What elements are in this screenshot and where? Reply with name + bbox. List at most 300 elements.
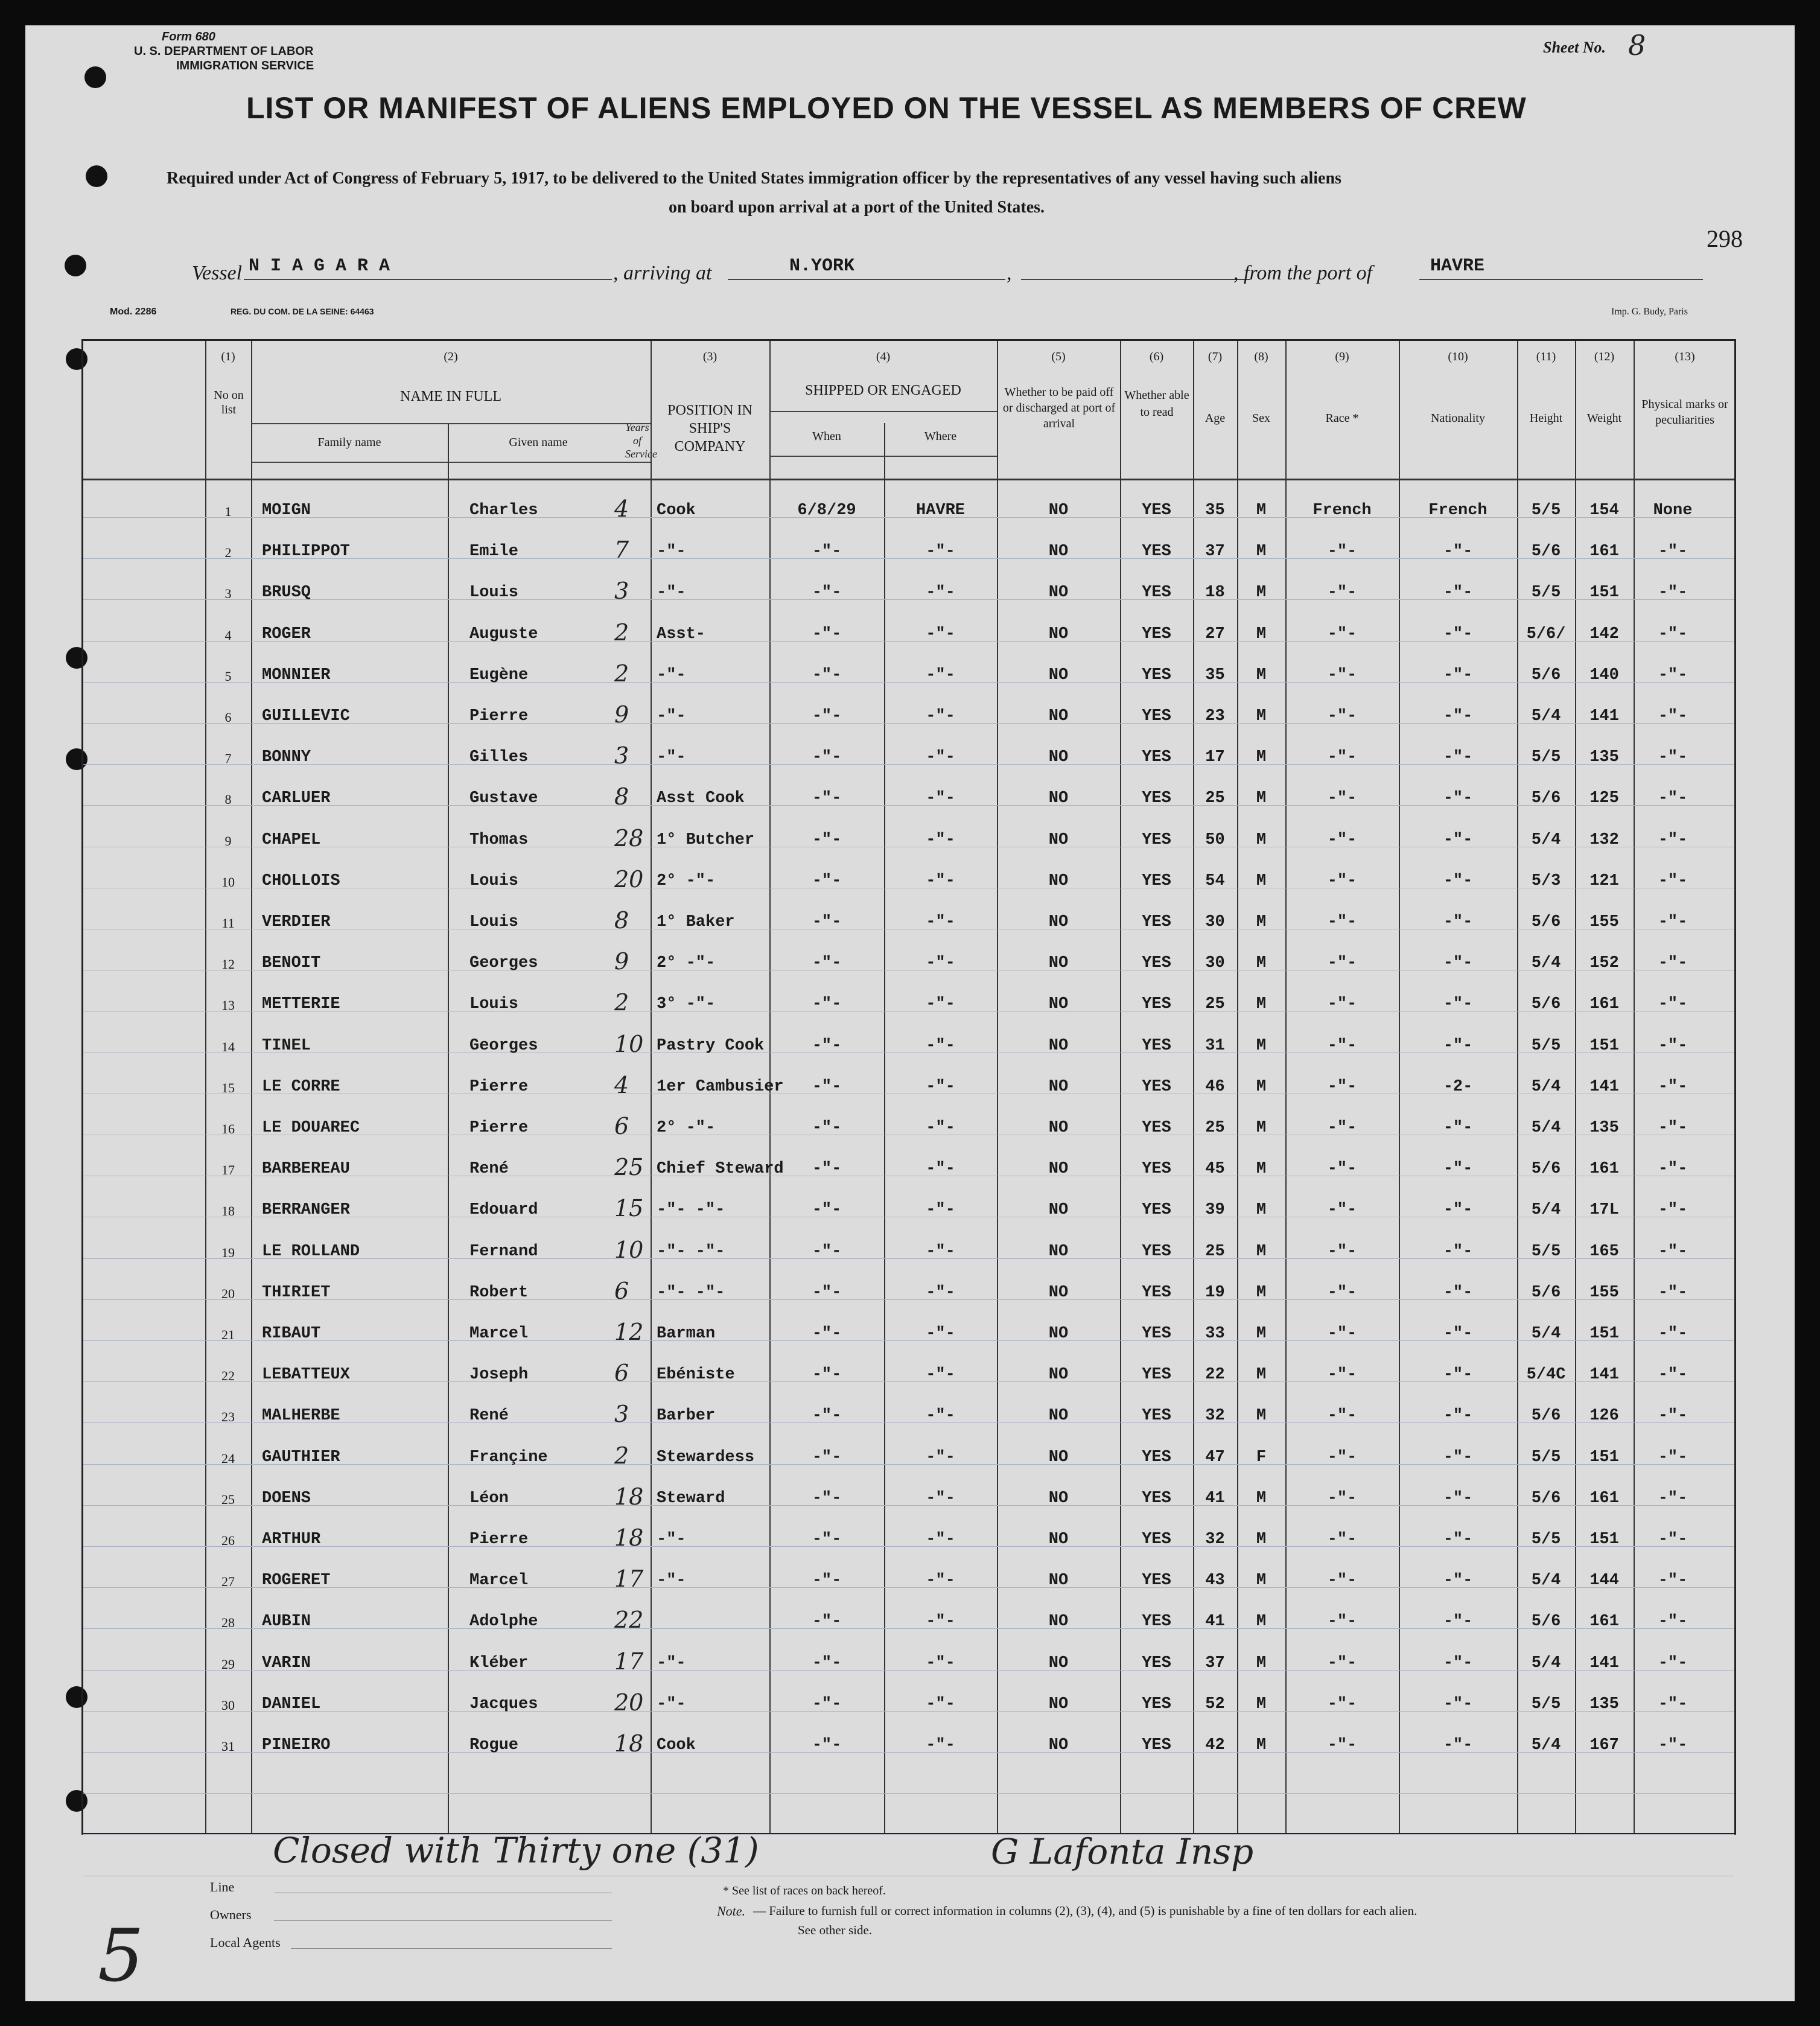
cell-weight: 144: [1589, 1572, 1619, 1590]
cell-no: 31: [221, 1739, 235, 1754]
cell-race: -"-: [1327, 1736, 1357, 1754]
cell-sex: M: [1256, 1613, 1267, 1631]
cell-years: 18: [614, 1730, 644, 1757]
cell-family: LE CORRE: [262, 1077, 340, 1096]
cell-age: 47: [1205, 1448, 1225, 1467]
cell-marks: -"-: [1658, 1613, 1688, 1631]
cell-race: -"-: [1327, 1160, 1357, 1179]
cell-sex: M: [1256, 789, 1267, 808]
cell-marks: -"-: [1658, 1736, 1688, 1754]
cell-years: 20: [614, 865, 644, 893]
cell-years: 12: [614, 1319, 644, 1345]
cell-age: 19: [1205, 1283, 1225, 1302]
cell-where: -"-: [926, 1448, 955, 1467]
cell-position: Pastry Cook: [657, 1036, 765, 1055]
table-row: [83, 818, 1734, 858]
cell-years: 3: [614, 1401, 629, 1428]
col-13-header: Physical marks or peculiarities: [1641, 398, 1728, 427]
cell-years: 6: [614, 1360, 629, 1387]
cell-family: MONNIER: [262, 666, 331, 684]
cell-height: 5/6: [1531, 995, 1561, 1014]
cell-nationality: -"-: [1443, 1489, 1473, 1508]
cell-given: Kléber: [469, 1654, 529, 1672]
col-3-header: POSITION IN SHIP'S COMPANY: [667, 403, 752, 454]
cell-paid: NO: [1048, 707, 1069, 725]
col-3-number: (3): [702, 350, 718, 363]
cell-age: 30: [1205, 913, 1225, 931]
cell-no: 18: [221, 1203, 235, 1219]
form-number: Form 680: [162, 30, 215, 43]
cell-weight: 165: [1589, 1242, 1619, 1261]
cell-given: Louis: [469, 584, 519, 602]
cell-family: LEBATTEUX: [262, 1366, 350, 1384]
arriving-label: , arriving at: [613, 262, 712, 284]
cell-family: CHOLLOIS: [262, 871, 340, 890]
cell-marks: -"-: [1658, 625, 1688, 643]
cell-weight: 135: [1589, 1695, 1619, 1713]
cell-marks: -"-: [1658, 913, 1688, 931]
cell-age: 52: [1205, 1695, 1225, 1713]
cell-paid: NO: [1048, 1448, 1069, 1467]
cell-no: 19: [221, 1244, 235, 1260]
cell-nationality: -"-: [1443, 871, 1473, 890]
cell-position: -"-: [657, 1695, 686, 1713]
cell-paid: NO: [1048, 625, 1069, 643]
cell-weight: 155: [1589, 913, 1619, 931]
given-name-header: Given name: [509, 436, 568, 449]
col-7-number: (7): [1208, 350, 1223, 363]
col-9-number: (9): [1335, 350, 1349, 363]
cell-no: 15: [221, 1080, 235, 1095]
table-row: [83, 1599, 1734, 1639]
table-row: [83, 1147, 1734, 1187]
cell-position: 2° -"-: [657, 1119, 716, 1137]
cell-when: -"-: [812, 1654, 842, 1672]
cell-nationality: -"-: [1443, 913, 1473, 931]
cell-paid: NO: [1048, 1201, 1069, 1220]
cell-paid: NO: [1048, 1407, 1069, 1426]
cell-position: -"- -"-: [657, 1283, 725, 1302]
table-row: [83, 1311, 1734, 1351]
cell-years: 4: [614, 495, 629, 522]
cell-sex: F: [1256, 1448, 1267, 1467]
cell-nationality: -"-: [1443, 1366, 1473, 1384]
cell-height: 5/5: [1531, 1036, 1561, 1055]
cell-weight: 155: [1589, 1283, 1619, 1302]
cell-given: Adolphe: [469, 1613, 538, 1631]
cell-sex: M: [1256, 1407, 1267, 1426]
cell-no: 27: [221, 1574, 235, 1590]
cell-nationality: -"-: [1443, 1160, 1473, 1179]
cell-sex: M: [1256, 913, 1267, 931]
cell-race: -"-: [1327, 1613, 1357, 1631]
note-text: — Failure to furnish full or correct information in columns (2), (3), (4), and (5) is punishable by a fine of ten dollars for each alien.: [753, 1903, 1418, 1918]
cell-family: CHAPEL: [262, 830, 321, 849]
col-4-header: SHIPPED OR ENGAGED: [805, 383, 961, 398]
cell-weight: 126: [1589, 1407, 1619, 1426]
cell-given: Eugène: [469, 666, 529, 684]
cell-paid: NO: [1048, 913, 1069, 931]
cell-no: 20: [221, 1285, 235, 1301]
cell-nationality: -"-: [1443, 830, 1473, 849]
cell-position: 3° -"-: [657, 995, 716, 1014]
cell-weight: 141: [1589, 1654, 1619, 1672]
cell-family: PINEIRO: [262, 1736, 331, 1754]
cell-paid: NO: [1048, 748, 1069, 767]
cell-sex: M: [1256, 1201, 1267, 1220]
cell-weight: 167: [1589, 1736, 1619, 1754]
cell-where: -"-: [926, 1036, 955, 1055]
cell-when: -"-: [812, 748, 842, 767]
cell-marks: -"-: [1658, 1036, 1688, 1055]
cell-given: Marcel: [469, 1325, 529, 1343]
table-row: [83, 1435, 1734, 1475]
cell-marks: -"-: [1658, 666, 1688, 684]
cell-position: Cook: [657, 1736, 696, 1754]
cell-family: PHILIPPOT: [262, 543, 350, 561]
cell-weight: 151: [1589, 1325, 1619, 1343]
cell-nationality: -"-: [1443, 748, 1473, 767]
cell-given: Robert: [469, 1283, 529, 1302]
cell-read: YES: [1142, 1531, 1171, 1549]
cell-age: 27: [1205, 625, 1225, 643]
cell-nationality: -"-: [1443, 1654, 1473, 1672]
cell-when: -"-: [812, 1160, 842, 1179]
cell-weight: 151: [1589, 1448, 1619, 1467]
cell-no: 30: [221, 1697, 235, 1713]
cell-position: Cook: [657, 502, 696, 520]
cell-race: -"-: [1327, 1077, 1357, 1096]
cell-nationality: -"-: [1443, 1448, 1473, 1467]
cell-marks: -"-: [1658, 584, 1688, 602]
cell-read: YES: [1142, 1283, 1171, 1302]
table-row: [83, 735, 1734, 775]
cell-height: 5/6: [1531, 1407, 1561, 1426]
cell-marks: None: [1653, 502, 1693, 520]
cell-nationality: -"-: [1443, 1325, 1473, 1343]
cell-no: 8: [224, 792, 232, 808]
cell-marks: -"-: [1658, 1531, 1688, 1549]
cell-nationality: -"-: [1443, 1119, 1473, 1137]
cell-family: TINEL: [262, 1036, 311, 1055]
cell-race: -"-: [1327, 1283, 1357, 1302]
col-7-header: Age: [1204, 412, 1226, 425]
cell-when: -"-: [812, 666, 842, 684]
cell-when: -"-: [812, 1572, 842, 1590]
cell-years: 3: [614, 578, 629, 605]
cell-when: -"-: [812, 584, 842, 602]
cell-family: MOIGN: [262, 502, 311, 520]
cell-age: 42: [1205, 1736, 1225, 1754]
cell-sex: M: [1256, 1531, 1267, 1549]
cell-read: YES: [1142, 871, 1171, 890]
cell-where: -"-: [926, 1077, 955, 1096]
cell-marks: -"-: [1658, 543, 1688, 561]
cell-nationality: -"-: [1443, 625, 1473, 643]
table-row: [83, 570, 1734, 610]
printer: Imp. G. Budy, Paris: [1611, 307, 1688, 317]
cell-position: 1° Baker: [657, 913, 735, 931]
col-11-number: (11): [1536, 350, 1556, 363]
crew-table: [81, 339, 1736, 1835]
cell-read: YES: [1142, 666, 1171, 684]
cell-no: 23: [221, 1409, 235, 1425]
cell-age: 54: [1205, 871, 1225, 890]
cell-weight: 161: [1589, 543, 1619, 561]
cell-where: -"-: [926, 1160, 955, 1179]
cell-when: -"-: [812, 543, 842, 561]
cell-where: -"-: [926, 1572, 955, 1590]
cell-race: -"-: [1327, 1242, 1357, 1261]
cell-read: YES: [1142, 830, 1171, 849]
cell-marks: -"-: [1658, 1283, 1688, 1302]
punch-hole: [65, 255, 86, 276]
cell-position: -"-: [657, 584, 686, 602]
cell-given: Georges: [469, 954, 538, 973]
cell-nationality: -"-: [1443, 1531, 1473, 1549]
cell-weight: 161: [1589, 1160, 1619, 1179]
cell-height: 5/4: [1531, 1325, 1561, 1343]
cell-race: -"-: [1327, 1036, 1357, 1055]
table-row: [83, 1641, 1734, 1681]
cell-where: -"-: [926, 830, 955, 849]
cell-nationality: -"-: [1443, 584, 1473, 602]
cell-paid: NO: [1048, 871, 1069, 890]
cell-years: 17: [614, 1648, 644, 1675]
cell-no: 2: [224, 545, 232, 561]
cell-weight: 151: [1589, 1036, 1619, 1055]
cell-race: -"-: [1327, 1325, 1357, 1343]
cell-sex: M: [1256, 1077, 1267, 1096]
cell-marks: -"-: [1658, 1407, 1688, 1426]
cell-position: -"-: [657, 1572, 686, 1590]
subtitle-line-2: on board upon arrival at a port of the United States.: [669, 198, 1045, 217]
table-row: [83, 653, 1734, 693]
cell-nationality: -"-: [1443, 666, 1473, 684]
cell-marks: -"-: [1658, 1325, 1688, 1343]
cell-family: MALHERBE: [262, 1407, 340, 1426]
cell-sex: M: [1256, 584, 1267, 602]
cell-given: Emile: [469, 543, 519, 561]
cell-paid: NO: [1048, 1736, 1069, 1754]
cell-years: 4: [614, 1071, 629, 1098]
cell-position: -"- -"-: [657, 1242, 725, 1261]
table-row: [83, 1394, 1734, 1433]
registry: REG. DU COM. DE LA SEINE: 64463: [231, 307, 374, 316]
cell-given: Auguste: [469, 625, 538, 643]
cell-where: -"-: [926, 666, 955, 684]
cell-when: -"-: [812, 1077, 842, 1096]
years-of-service-header: Years of Service: [625, 421, 657, 460]
cell-family: BERRANGER: [262, 1201, 350, 1220]
cell-weight: 161: [1589, 995, 1619, 1014]
local-agents-label: Local Agents: [210, 1935, 281, 1950]
cell-nationality: -"-: [1443, 1407, 1473, 1426]
cell-where: -"-: [926, 995, 955, 1014]
cell-read: YES: [1142, 1572, 1171, 1590]
cell-where: -"-: [926, 625, 955, 643]
cell-read: YES: [1142, 1448, 1171, 1467]
cell-sex: M: [1256, 748, 1267, 767]
cell-race: French: [1312, 502, 1372, 520]
cell-nationality: -"-: [1443, 954, 1473, 973]
cell-family: BARBEREAU: [262, 1160, 350, 1179]
cell-no: 25: [221, 1491, 235, 1507]
cell-given: Marcel: [469, 1572, 529, 1590]
subtitle-line-1: Required under Act of Congress of February 5, 1917, to be delivered to the United States immigration officer by the representatives of any vessel having such aliens: [167, 169, 1341, 188]
cell-years: 22: [614, 1607, 644, 1634]
cell-marks: -"-: [1658, 1119, 1688, 1137]
cell-given: Thomas: [469, 830, 529, 849]
cell-race: -"-: [1327, 543, 1357, 561]
cell-years: 2: [614, 989, 629, 1016]
cell-weight: 125: [1589, 789, 1619, 808]
cell-no: 1: [224, 504, 232, 519]
cell-weight: 121: [1589, 871, 1619, 890]
cell-given: Charles: [469, 502, 538, 520]
cell-nationality: -"-: [1443, 1201, 1473, 1220]
cell-age: 39: [1205, 1201, 1225, 1220]
cell-marks: -"-: [1658, 748, 1688, 767]
service-name: IMMIGRATION SERVICE: [176, 59, 314, 72]
table-row: [83, 1682, 1734, 1722]
cell-height: 5/4: [1531, 707, 1561, 725]
cell-age: 25: [1205, 1119, 1225, 1137]
cell-read: YES: [1142, 954, 1171, 973]
cell-years: 25: [614, 1154, 644, 1181]
cell-race: -"-: [1327, 995, 1357, 1014]
cell-when: 6/8/29: [797, 502, 856, 520]
cell-height: 5/4C: [1526, 1366, 1566, 1384]
cell-position: Barman: [657, 1325, 716, 1343]
cell-age: 18: [1205, 584, 1225, 602]
cell-position: Ebéniste: [657, 1366, 735, 1384]
cell-position: Asst-: [657, 625, 706, 643]
cell-race: -"-: [1327, 707, 1357, 725]
table-row: [83, 1723, 1734, 1763]
table-row: [83, 900, 1734, 940]
cell-years: 15: [614, 1195, 644, 1222]
cell-when: -"-: [812, 995, 842, 1014]
family-name-header: Family name: [317, 436, 381, 449]
cell-nationality: -"-: [1443, 707, 1473, 725]
cell-weight: 135: [1589, 1119, 1619, 1137]
cell-when: -"-: [812, 871, 842, 890]
cell-marks: -"-: [1658, 995, 1688, 1014]
cell-age: 37: [1205, 1654, 1225, 1672]
cell-where: HAVRE: [915, 502, 965, 520]
col-4-number: (4): [876, 350, 891, 363]
cell-paid: NO: [1048, 1654, 1069, 1672]
cell-height: 5/4: [1531, 1736, 1561, 1754]
cell-position: Stewardess: [657, 1448, 755, 1467]
cell-paid: NO: [1048, 1036, 1069, 1055]
cell-age: 32: [1205, 1407, 1225, 1426]
cell-nationality: -"-: [1443, 1283, 1473, 1302]
cell-where: -"-: [926, 1242, 955, 1261]
cell-sex: M: [1256, 1736, 1267, 1754]
cell-marks: -"-: [1658, 789, 1688, 808]
cell-sex: M: [1256, 543, 1267, 561]
cell-no: 7: [224, 751, 232, 766]
cell-height: 5/5: [1531, 1695, 1561, 1713]
table-row: [83, 1352, 1734, 1392]
table-row: [83, 1229, 1734, 1269]
cell-height: 5/5: [1531, 502, 1561, 520]
closed-note: Closed with Thirty one (31): [273, 1830, 759, 1871]
cell-no: 12: [221, 957, 235, 972]
cell-race: -"-: [1327, 830, 1357, 849]
cell-marks: -"-: [1658, 1654, 1688, 1672]
cell-paid: NO: [1048, 1242, 1069, 1261]
table-row: [83, 1517, 1734, 1557]
cell-years: 20: [614, 1689, 644, 1716]
cell-no: 28: [221, 1615, 235, 1631]
col-2-number: (2): [444, 350, 458, 363]
cell-read: YES: [1142, 789, 1171, 808]
cell-where: -"-: [926, 1201, 955, 1220]
cell-nationality: -"-: [1443, 1242, 1473, 1261]
cell-sex: M: [1256, 995, 1267, 1014]
cell-given: Georges: [469, 1036, 538, 1055]
cell-family: BENOIT: [262, 954, 321, 973]
sheet-number: 8: [1628, 29, 1646, 62]
cell-read: YES: [1142, 502, 1171, 520]
page-title: LIST OR MANIFEST OF ALIENS EMPLOYED ON THE VESSEL AS MEMBERS OF CREW: [246, 91, 1527, 125]
cell-years: 9: [614, 701, 629, 728]
cell-age: 32: [1205, 1531, 1225, 1549]
cell-family: CARLUER: [262, 789, 331, 808]
cell-age: 35: [1205, 502, 1225, 520]
cell-position: 2° -"-: [657, 871, 716, 890]
cell-weight: 161: [1589, 1489, 1619, 1508]
cell-sex: M: [1256, 1036, 1267, 1055]
cell-position: Asst Cook: [657, 789, 745, 808]
cell-family: DANIEL: [262, 1695, 321, 1713]
cell-years: 28: [614, 824, 644, 852]
cell-no: 10: [221, 874, 235, 890]
cell-family: LE ROLLAND: [262, 1242, 360, 1261]
cell-weight: 135: [1589, 748, 1619, 767]
cell-when: -"-: [812, 1531, 842, 1549]
cell-years: 17: [614, 1566, 644, 1593]
cell-no: 26: [221, 1533, 235, 1548]
cell-given: Pierre: [469, 707, 529, 725]
table-row: [83, 694, 1734, 734]
cell-no: 6: [224, 710, 232, 725]
cell-paid: NO: [1048, 1366, 1069, 1384]
cell-height: 5/4: [1531, 1119, 1561, 1137]
cell-position: -"-: [657, 748, 686, 767]
cell-paid: NO: [1048, 995, 1069, 1014]
cell-years: 18: [614, 1524, 644, 1551]
from-port: HAVRE: [1430, 256, 1485, 276]
cell-age: 46: [1205, 1077, 1225, 1096]
sheet-label: Sheet No.: [1543, 39, 1606, 56]
cell-read: YES: [1142, 1695, 1171, 1713]
cell-height: 5/5: [1531, 748, 1561, 767]
cell-family: ARTHUR: [262, 1531, 321, 1549]
cell-marks: -"-: [1658, 1489, 1688, 1508]
cell-age: 17: [1205, 748, 1225, 767]
cell-sex: M: [1256, 1654, 1267, 1672]
cell-weight: 132: [1589, 830, 1619, 849]
arriving-port: N.YORK: [789, 256, 855, 276]
cell-where: -"-: [926, 1695, 955, 1713]
cell-position: -"-: [657, 666, 686, 684]
cell-race: -"-: [1327, 1407, 1357, 1426]
cell-when: -"-: [812, 1283, 842, 1302]
